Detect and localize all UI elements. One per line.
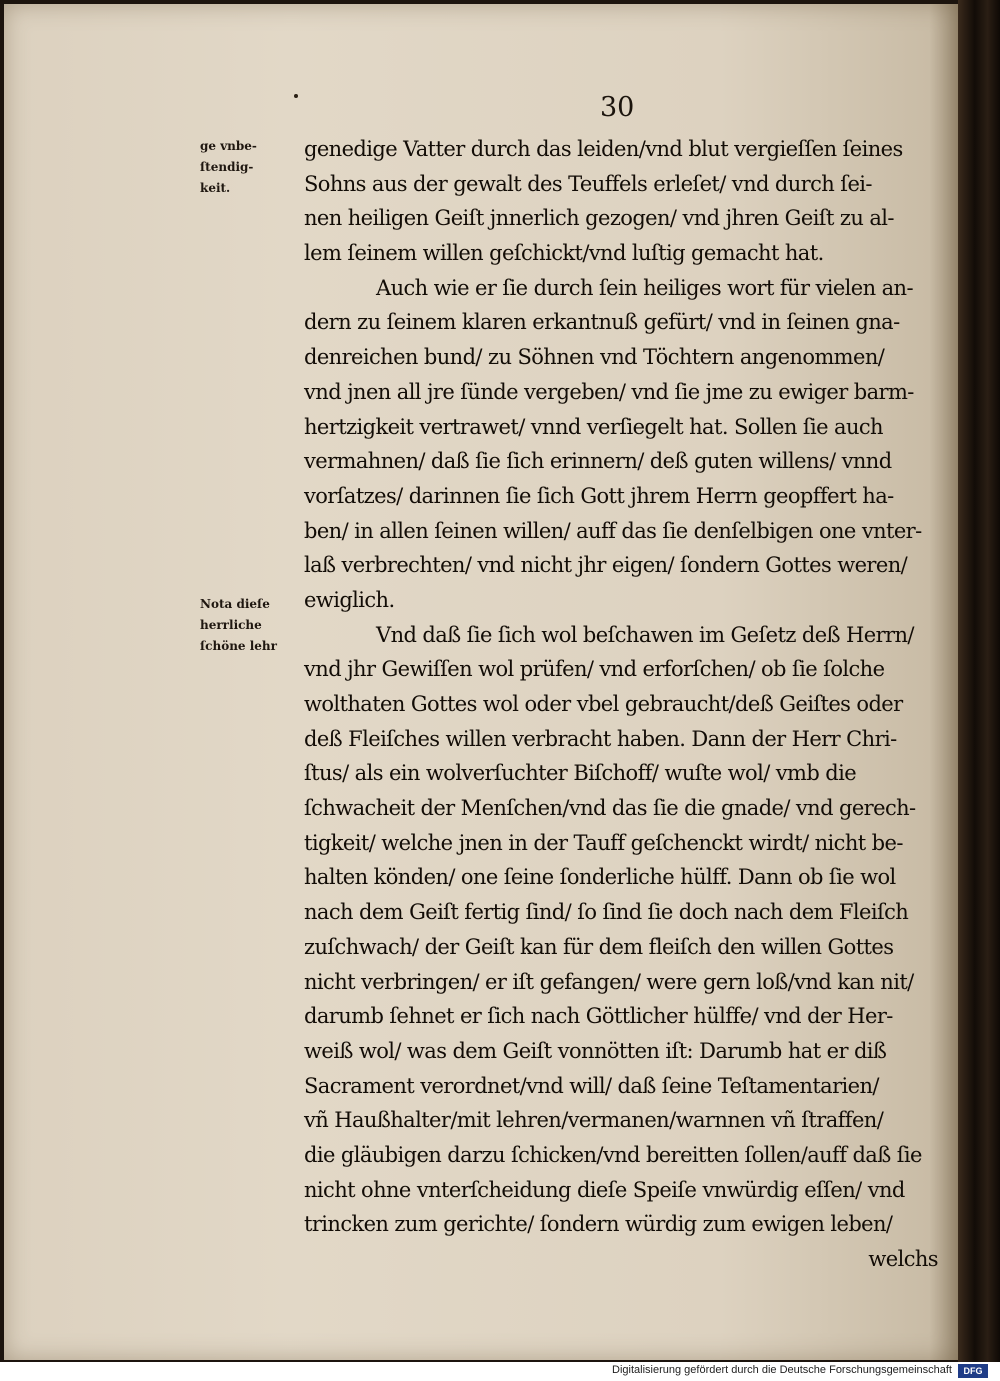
main-text [304, 132, 944, 1277]
text-line: lem ſeinem willen geſchickt/vnd luſtig gemacht hat. [304, 241, 824, 266]
text-line: halten könden/ one ſeine ſonderliche hülff. Dann ob ſie wol [304, 865, 896, 890]
margin-note-line: ſtendig- [200, 160, 254, 174]
text-line: ewiglich. [304, 587, 395, 612]
text-line: vorſatzes/ darinnen ſie ſich Gott jhrem Herrn geopffert ha- [304, 483, 894, 508]
text-line: die gläubigen darzu ſchicken/vnd bereitten ſollen/auff daß ſie [304, 1142, 922, 1167]
text-line: vnd jnen all jre ſünde vergeben/ vnd ſie jme zu ewiger barm- [304, 379, 914, 404]
text-line: Auch wie er ſie durch ſein heiliges wort für vielen an- [376, 275, 913, 300]
margin-note-line: ſchöne lehr [200, 639, 277, 653]
dfg-logo: DFG [958, 1364, 988, 1378]
text-line: Vnd daß ſie ſich wol beſchawen im Geſetz deß Herrn/ [376, 622, 914, 647]
text-line: vñ Haußhalter/mit lehren/vermanen/warnnen vñ ſtraffen/ [304, 1108, 884, 1133]
margin-note-2 [200, 594, 304, 657]
margin-note-1 [200, 136, 304, 199]
text-line: ſtus/ als ein wolverſuchter Biſchoff/ wuſte wol/ vmb die [304, 761, 857, 786]
text-line: nicht verbringen/ er iſt gefangen/ were gern loß/vnd kan nit/ [304, 969, 914, 994]
book-spine [958, 0, 1000, 1362]
text-line: ben/ in allen ſeinen willen/ auff das ſie denſelbigen one vnter- [304, 518, 922, 543]
margin-note-line: ge vnbe- [200, 139, 257, 153]
text-line: hertzigkeit vertrawet/ vnnd verſiegelt hat. Sollen ſie auch [304, 414, 883, 439]
margin-note-line: Nota dieſe [200, 597, 270, 611]
text-line: vermahnen/ daß ſie ſich erinnern/ deß guten willens/ vnnd [304, 449, 892, 474]
text-line: nicht ohne vnterſcheidung dieſe Speiſe vnwürdig eſſen/ vnd [304, 1177, 905, 1202]
page-number: 30 [600, 92, 635, 123]
text-line: trincken zum gerichte/ ſondern würdig zum ewigen leben/ [304, 1212, 893, 1237]
ink-dot [294, 94, 298, 98]
footer-bar [0, 1362, 1000, 1381]
text-line: zuſchwach/ der Geiſt kan für dem fleiſch den willen Gottes [304, 934, 894, 959]
text-line: ſchwacheit der Menſchen/vnd das ſie die gnade/ vnd gerech- [304, 796, 916, 821]
text-line: dern zu ſeinem klaren erkantnuß gefürt/ vnd in ſeinen gna- [304, 310, 900, 335]
text-line: nach dem Geiſt fertig ſind/ ſo ſind ſie doch nach dem Fleiſch [304, 900, 909, 925]
text-line: tigkeit/ welche jnen in der Tauff geſchenckt wirdt/ nicht be- [304, 830, 903, 855]
text-line: nen heiligen Geiſt jnnerlich gezogen/ vnd jhren Geiſt zu al- [304, 206, 894, 231]
text-line: genedige Vatter durch das leiden/vnd blut vergieſſen ſeines [304, 137, 903, 161]
text-line: weiß wol/ was dem Geiſt vonnötten iſt: Darumb hat er diß [304, 1038, 887, 1063]
text-line: laß verbrechten/ vnd nicht jhr eigen/ ſondern Gottes weren/ [304, 553, 908, 578]
book-page [4, 4, 958, 1360]
margin-note-line: herrliche [200, 618, 262, 632]
text-line: Sohns aus der gewalt des Teuffels erleſet/ vnd durch ſei- [304, 171, 872, 196]
funding-credit: Digitalisierung gefördert durch die Deutsche Forschungsgemeinschaft [612, 1364, 952, 1376]
text-line: Sacrament verordnet/vnd will/ daß ſeine Teſtamentarien/ [304, 1073, 879, 1098]
text-line: vnd jhr Gewiſſen wol prüfen/ vnd erforſchen/ ob ſie ſolche [304, 657, 885, 682]
text-line: deß Fleiſches willen verbracht haben. Dann der Herr Chri- [304, 726, 897, 751]
margin-note-line: keit. [200, 181, 231, 195]
text-line: wolthaten Gottes wol oder vbel gebraucht/deß Geiſtes oder [304, 692, 903, 716]
text-line: denreichen bund/ zu Söhnen vnd Töchtern angenommen/ [304, 345, 885, 370]
text-line: darumb ſehnet er ſich nach Göttlicher hülffe/ vnd der Her- [304, 1004, 893, 1029]
catchword: welchs [868, 1247, 938, 1271]
